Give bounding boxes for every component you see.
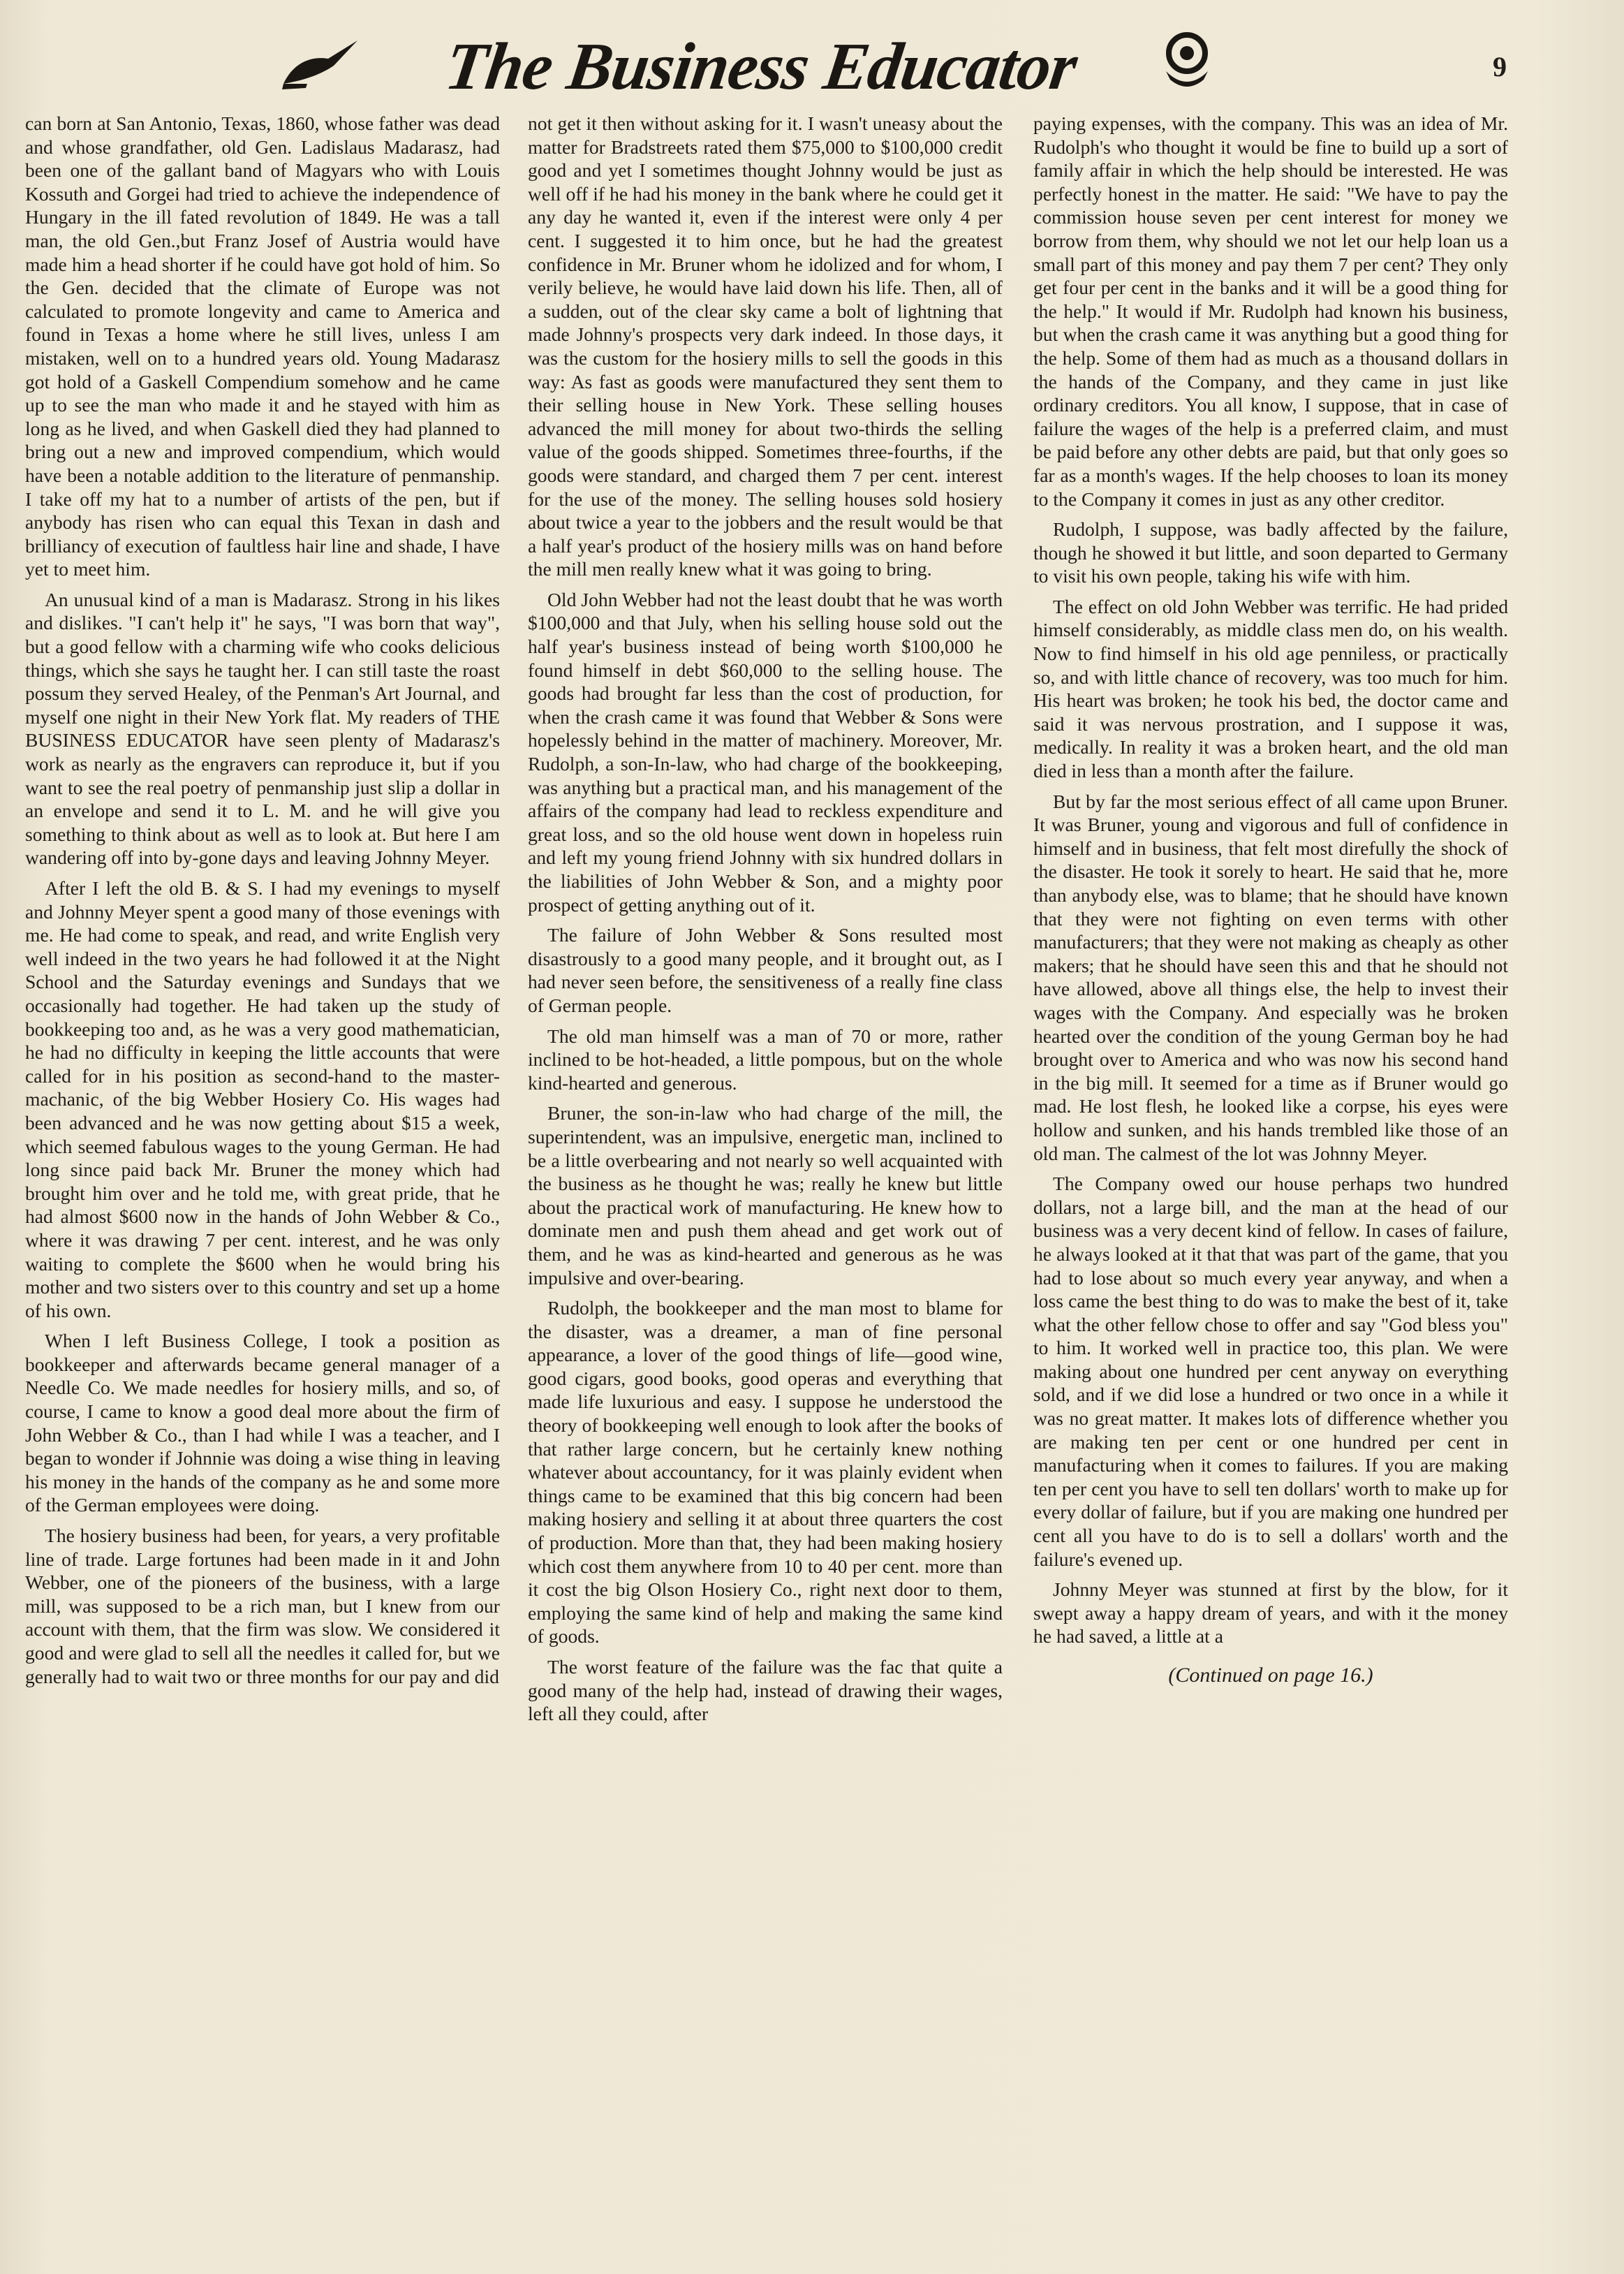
- paragraph: not get it then without asking for it. I wasn't uneasy about the matter for Bradstreets rated them $75,000 to $100,000 credit good and yet I sometimes thought Johnny would be just as well off if he had his money in the bank where he could get it any day he wanted it, even if the interest were only 4 per cent. I suggested it to him once, but he had the greatest confidence in Mr. Bruner whom he idolized and for whom, I verily believe, he would have laid down his life. Then, all of a sudden, out of the clear sky came a bolt of lightning that made Johnny's prospects very dark indeed. In those days, it was the custom for the hosiery mills to sell the goods in this way: As fast as goods were manufactured they sent them to their selling house in New York. These selling houses advanced the mill money for about two-thirds the selling value of the goods shipped. Sometimes three-fourths, if the goods were standard, and charged them 7 per cent. interest for the use of the money. The selling houses sold hosiery about twice a year to the jobbers and the result would be that a half year's product of the hosiery mills was on hand before the mill men really knew what it was going to bring.: [528, 112, 1003, 580]
- page-header: [0, 15, 1624, 120]
- paragraph: The failure of John Webber & Sons resulted most disastrously to a good many people, and it brought out, as I had never seen before, the sensitiveness of a really fine class of German people.: [528, 924, 1003, 1016]
- paragraph: When I left Business College, I took a position as bookkeeper and afterwards became general manager of a Needle Co. We made needles for hosiery mills, and so, of course, I came to know a good deal more about the firm of John Webber & Co., than I had while I was a teacher, and I began to wonder if Johnnie was doing a wise thing in leaving his money in the hands of the company as he and some more of the German employees were doing.: [25, 1330, 500, 1516]
- article-column-1: [25, 112, 500, 1695]
- continued-notice: (Continued on page 16.): [1168, 1664, 1373, 1687]
- paragraph: paying expenses, with the company. This was an idea of Mr. Rudolph's who thought it would be fine to build up a sort of family affair in which the help should be interested. He was perfectly honest in the matter. He said: "We have to pay the commission house seven per cent interest for money we borrow from them, why should we not let our help loan us a small part of this money and pay them 7 per cent? They only get four per cent in the banks and it will be a good thing for the help." It would if Mr. Rudolph had known his business, but when the crash came it was anything but a good thing for the help. Some of them had as much as a thousand dollars in the hands of the Company, and they came in just like ordinary creditors. You all know, I suppose, that in case of failure the wages of the help is a preferred claim, and must be paid before any other debts are paid, but that only goes so far as a month's wages. If the help chooses to loan its money to the Company it comes in just as any other creditor.: [1033, 112, 1508, 510]
- article-column-2: [528, 112, 1003, 1733]
- paragraph: can born at San Antonio, Texas, 1860, whose father was dead and whose grandfather, old Gen. Ladislaus Madarasz, had been one of the gallant band of Magyars who with Louis Kossuth and Gorgei had tried to achieve the independence of Hungary in the ill fated revolution of 1849. He was a tall man, the old Gen.,but Franz Josef of Austria would have made him a head shorter if he could have got hold of him. So the Gen. decided that the climate of Europe was not calculated to promote longevity and came to America and found in Texas a home where he still lives, unless I am mistaken, well on to a hundred years old. Young Madarasz got hold of a Gaskell Compendium somehow and he came up to see the man who made it and he stayed with him as long as he lived, and when Gaskell died they had planned to bring out a new and improved compendium, which would have been a notable addition to the literature of penmanship. I take off my hat to a number of artists of the pen, but if anybody has risen who can equal this Texan in dash and brilliancy of execution of faultless hair line and shade, I have yet to meet him.: [25, 112, 500, 580]
- paragraph: But by far the most serious effect of all came upon Bruner. It was Bruner, young and vigorous and full of confidence in himself and in business, that felt most direfully the shock of the disaster. He took it sorely to heart. He said that he, more than anybody else, was to blame; that he should have known that they were not fighting on even terms with other manufacturers; that they were not making as cheaply as other makers; that he should have seen this and that he should not have allowed, above all things else, the help to invest their wages with the Company. And especially was he broken hearted over the condition of the young German boy he had brought over to America and who was now his second hand in the big mill. It seemed for a time as if Bruner would go mad. He lost flesh, he looked like a corpse, his eyes were hollow and sunken, and his hands trembled like those of an old man. The calmest of the lot was Johnny Meyer.: [1033, 790, 1508, 1164]
- paragraph: The worst feature of the failure was the fac that quite a good many of the help had, instead of drawing their wages, left all they could, after: [528, 1656, 1003, 1725]
- paragraph: The Company owed our house perhaps two hundred dollars, not a large bill, and the man at the head of our business was a very decent kind of fellow. In cases of failure, he always looked at it that that was part of the game, that you had to lose about so much every year anyway, and when a loss came the best thing to do was to make the best of it, take what the other fellow chose to offer and say "God bless you" to him. It worked well in practice too, this plan. We were making about one hundred per cent anyway on everything sold, and if we did lose a hundred or two once in a while it was no great matter. It makes lots of difference whether you are making ten per cent or one hundred per cent in manufacturing when it comes to failures. If you are making ten per cent you have to sell ten dollars' worth to make up for every dollar of failure, but if you are making one hundred per cent all you have to do is to sell a dollars' worth and the failure's evened up.: [1033, 1173, 1508, 1570]
- masthead-title: The Business Educator: [441, 29, 1082, 103]
- paragraph: Rudolph, the bookkeeper and the man most to blame for the disaster, was a dreamer, a man of fine personal appearance, a lover of the good things of life—good wine, good cigars, good books, good operas and everything that made life luxurious and easy. I suppose he understood the theory of bookkeeping well enough to look after the books of that rather large concern, but he certainly knew nothing whatever about accountancy, for it was plainly evident when things came to be examined that this big concern had been making hosiery and selling it at about three quarters the cost of production. More than that, they had been making hosiery which cost them anywhere from 10 to 40 per cent. more than it cost the big Olson Hosiery Co., right next door to them, employing the same kind of help and making the same kind of goods.: [528, 1297, 1003, 1648]
- emblem-icon: [1159, 29, 1215, 92]
- paragraph: Old John Webber had not the least doubt that he was worth $100,000 and that July, when his selling house sold out the half year's business instead of being worth $100,000 he found himself in debt $60,000 to the selling house. The goods had brought far less than the cost of production, for when the crash came it was found that Webber & Sons were hopelessly behind in the matter of machinery. Moreover, Mr. Rudolph, a son-In-law, who had charge of the bookkeeping, was anything but a practical man, and his management of the affairs of the company had lead to reckless expenditure and great loss, and so the old house went down in hopeless ruin and left my young friend Johnny with six hundred dollars in the liabilities of John Webber & Son, and a mighty poor prospect of getting anything out of it.: [528, 588, 1003, 916]
- pen-quill-icon: [279, 35, 363, 98]
- paragraph: The hosiery business had been, for years, a very profitable line of trade. Large fortunes had been made in it and John Webber, one of the pioneers of the business, with a large mill, was supposed to be a rich man, but I knew from our account with them, that the firm was slow. We considered it good and were glad to sell all the needles it called for, but we generally had to wait two or three months for our pay and did: [25, 1525, 500, 1687]
- page-number: 9: [1493, 51, 1507, 82]
- paragraph: After I left the old B. & S. I had my evenings to myself and Johnny Meyer spent a good many of those evenings with me. He had come to speak, and read, and write English very well indeed in the two years he had followed it at the Night School and the Saturday evenings and Sundays that we occasionally had together. He had taken up the study of bookkeeping too and, as he was a very good mathematician, he had no difficulty in keeping the little accounts that were called for in his position as second-hand to the master-machanic, of the big Webber Hosiery Co. His wages had been advanced and he was now getting about $15 a week, which seemed fabulous wages to the young German. He had long since paid back Mr. Bruner the money which had brought him over and he told me, with great pride, that he had almost $600 now in the hands of John Webber & Co., where it was drawing 7 per cent. interest, and he was only waiting to complete the $600 when he would bring his mother and two sisters over to this country and set up a home of his own.: [25, 877, 500, 1321]
- paragraph: Bruner, the son-in-law who had charge of the mill, the superintendent, was an impulsive, energetic man, inclined to be a little overbearing and not nearly so well acquainted with the business as he thought he was; really he knew but little about the practical work of manufacturing. He knew how to dominate men and push them ahead and get work out of them, and he was as kind-hearted and generous as he was impulsive and over-bearing.: [528, 1102, 1003, 1289]
- article-column-3: [1033, 112, 1508, 1687]
- paragraph: Rudolph, I suppose, was badly affected by the failure, though he showed it but little, and soon departed to Germany to visit his own people, taking his wife with him.: [1033, 518, 1508, 587]
- paragraph: The old man himself was a man of 70 or more, rather inclined to be hot-headed, a little pompous, but on the whole kind-hearted and generous.: [528, 1025, 1003, 1094]
- paragraph: Johnny Meyer was stunned at first by the blow, for it swept away a happy dream of years, and with it the money he had saved, a little at a: [1033, 1578, 1508, 1648]
- paragraph: An unusual kind of a man is Madarasz. Strong in his likes and dislikes. "I can't help it" he says, "I was born that way", but a good fellow with a charming wife who cooks delicious things, which she says he taught her. I can still taste the roast possum they served Healey, of the Penman's Art Journal, and myself one night in their New York flat. My readers of THE BUSINESS EDUCATOR have seen plenty of Madarasz's work as nearly as the engravers can reproduce it, but if you want to see the real poetry of penmanship just slip a dollar in an envelope and send it to L. M. and he will give you something to think about as well as to look at. But here I am wandering off into by-gone days and leaving Johnny Meyer.: [25, 588, 500, 869]
- paragraph: The effect on old John Webber was terrific. He had prided himself considerably, as middle class men do, on his wealth. Now to find himself in his old age penniless, or practically so, and with little chance of recovery, was too much for him. His heart was broken; he took his bed, the doctor came and said it was nervous prostration, and I suppose it was, medically. In reality it was a broken heart, and the old man died in less than a month after the failure.: [1033, 595, 1508, 782]
